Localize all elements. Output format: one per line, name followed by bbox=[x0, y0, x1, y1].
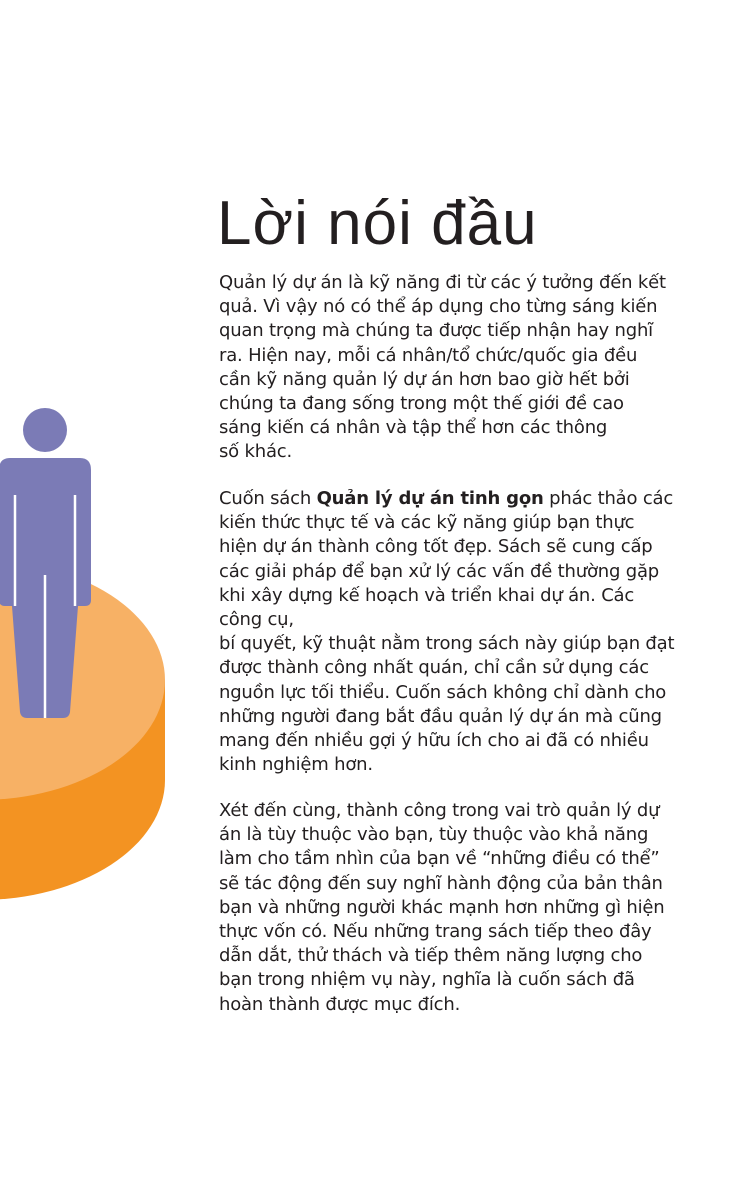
p2-line: khi xây dựng kế hoạch và triển khai dự án. Các bbox=[219, 584, 635, 606]
p2-line: kinh nghiệm hơn. bbox=[219, 754, 373, 776]
p1-line: số khác. bbox=[219, 441, 292, 463]
p1-line: chúng ta đang sống trong một thế giới đề cao bbox=[219, 393, 624, 415]
p2-line: được thành công nhất quán, chỉ cần sử dụng các bbox=[219, 657, 649, 679]
p1-line: quả. Vì vậy nó có thể áp dụng cho từng sáng kiến bbox=[219, 296, 658, 318]
p2-line: mang đến nhiều gợi ý hữu ích cho ai đã có nhiều bbox=[219, 730, 649, 752]
page-title: Lời nói đầu bbox=[217, 189, 538, 258]
p2-line: kiến thức thực tế và các kỹ năng giúp bạn thực bbox=[219, 512, 635, 534]
p2-line: hiện dự án thành công tốt đẹp. Sách sẽ cung cấp bbox=[219, 536, 653, 558]
p1-line: Quản lý dự án là kỹ năng đi từ các ý tưởng đến kết bbox=[219, 272, 666, 293]
p2-line: nguồn lực tối thiểu. Cuốn sách không chỉ dành cho bbox=[219, 681, 667, 703]
p2-line: bí quyết, kỹ thuật nằm trong sách này giúp bạn đạt bbox=[219, 633, 675, 655]
paragraph-3 bbox=[219, 799, 739, 1017]
p2-line: các giải pháp để bạn xử lý các vấn đề thường gặp bbox=[219, 560, 660, 582]
p3-line: làm cho tầm nhìn của bạn về “những điều có thể” bbox=[219, 848, 660, 870]
p1-line: cần kỹ năng quản lý dự án hơn bao giờ hết bởi bbox=[219, 368, 630, 390]
text: Cuốn sách bbox=[219, 488, 317, 509]
p2-line: công cụ, bbox=[219, 609, 294, 631]
p3-line: bạn và những người khác mạnh hơn những gì hiện bbox=[219, 896, 665, 918]
p1-line: quan trọng mà chúng ta được tiếp nhận hay nghĩ bbox=[219, 320, 653, 342]
p3-line: dẫn dắt, thử thách và tiếp thêm năng lượng cho bbox=[219, 945, 643, 967]
p1-line: sáng kiến cá nhân và tập thể hơn các thông bbox=[219, 417, 608, 439]
paragraph-2 bbox=[219, 487, 739, 777]
p3-line: thực vốn có. Nếu những trang sách tiếp theo đây bbox=[219, 921, 652, 943]
p1-line: ra. Hiện nay, mỗi cá nhân/tổ chức/quốc gia đều bbox=[219, 344, 638, 366]
p3-line: Xét đến cùng, thành công trong vai trò quản lý dự bbox=[219, 800, 660, 821]
paragraph-1 bbox=[219, 271, 739, 465]
p2-line: những người đang bắt đầu quản lý dự án mà cũng bbox=[219, 705, 662, 727]
p3-line: hoàn thành được mục đích. bbox=[219, 993, 461, 1015]
p3-line: bạn trong nhiệm vụ này, nghĩa là cuốn sách đã bbox=[219, 969, 635, 991]
text: phác thảo các bbox=[543, 488, 674, 509]
paragraph-2-line bbox=[219, 487, 739, 511]
p3-line: sẽ tác động đến suy nghĩ hành động của bản thân bbox=[219, 872, 663, 894]
p3-line: án là tùy thuộc vào bạn, tùy thuộc vào khả năng bbox=[219, 824, 649, 846]
book-title: Quản lý dự án tinh gọn bbox=[316, 488, 544, 509]
